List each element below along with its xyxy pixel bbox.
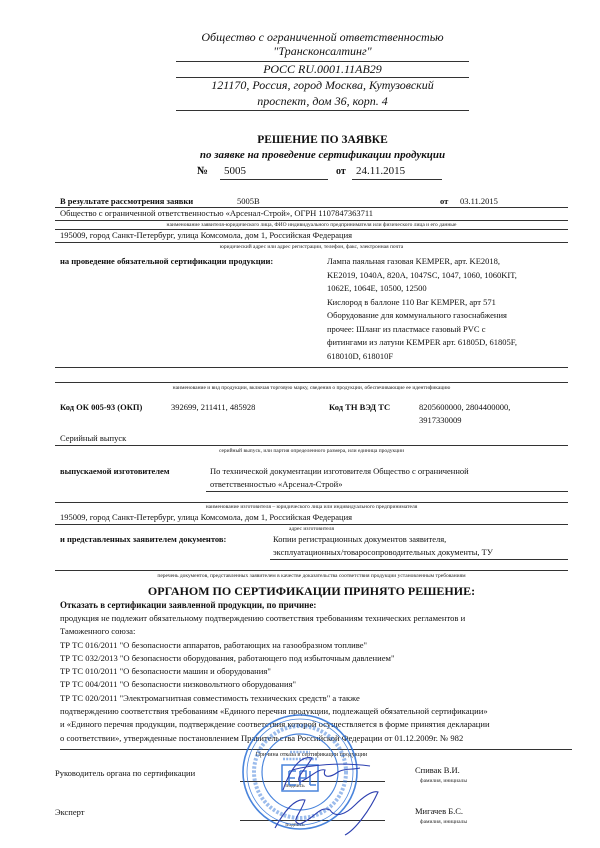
divider — [55, 382, 568, 383]
documents-label: и представленных заявителем документов: — [60, 534, 227, 544]
expert-name: Мигачев Б.С. — [415, 806, 464, 816]
issuer-accreditation: РОСС RU.0001.11АВ29 — [263, 62, 382, 76]
product-line: 1062E, 1064E, 10500, 12500 — [327, 283, 427, 293]
manufacturer-address: 195009, город Санкт-Петербург, улица Комсомола, дом 1, Российская Федерация — [60, 512, 353, 522]
issuer-name-line1: Общество с ограниченной ответственностью — [201, 30, 444, 44]
refusal-reason-line: ТР ТС 004/2011 "О безопасности низковольтного оборудования" — [60, 679, 297, 690]
documents-line2: эксплуатационных/товаросопроводительных документы, ТУ — [273, 547, 493, 557]
refusal-reason-line: ТР ТС 010/2011 "О безопасности машин и оборудования" — [60, 666, 271, 677]
product-caption: наименование и вид продукции, включая торговую марку, сведения о продукции, обеспечивающие ее идентификацию — [172, 385, 451, 391]
underline — [220, 179, 328, 180]
product-line: Лампа паяльная газовая KEMPER, арт. KE2018, — [327, 256, 501, 266]
underline — [352, 179, 442, 180]
application-number: 5005В — [237, 196, 260, 206]
expert-signature-caption: подпись — [285, 822, 305, 828]
head-name-caption: фамилия, инициалы — [420, 778, 468, 784]
applicant-address: 195009, город Санкт-Петербург, улица Комсомола, дом 1, Российская Федерация — [60, 230, 353, 240]
divider — [55, 242, 568, 243]
applicant-address-caption: юридический адрес или адрес регистрации, телефон, факс, электронная почта — [219, 244, 404, 250]
refusal-reason-line: Таможенного союза: — [60, 626, 136, 637]
refusal-reason-line: ТР ТС 016/2011 "О безопасности аппаратов, работающих на газообразном топливе" — [60, 639, 368, 650]
refusal-reason-line: ТР ТС 020/2011 "Электромагнитная совместимость технических средств" а также — [60, 692, 360, 703]
refusal-reasons — [60, 613, 572, 747]
head-label: Руководитель органа по сертификации — [55, 768, 196, 778]
number-label: № — [197, 165, 209, 177]
manufacturer-caption: наименование изготовителя – юридического лица или индивидуального предпринимателя — [205, 504, 418, 510]
product-line: фитингами из латуни KEMPER арт. 61805D, 61805F, — [327, 337, 517, 347]
divider — [176, 110, 469, 111]
head-name: Спивак В.И. — [415, 765, 460, 775]
expert-signature — [275, 792, 378, 835]
issuer-address2: проспект, дом 36, корп. 4 — [257, 94, 388, 108]
refusal-reason-line: о соответствии», утвержденные постановлением Правительства Российской Федерации от 01.12.2009г. № 982 — [60, 732, 464, 743]
divider — [55, 570, 568, 571]
divider — [206, 491, 568, 492]
okp-code-value: 392699, 211411, 485928 — [171, 402, 256, 412]
decision-number: 5005 — [224, 165, 246, 177]
documents-line1: Копии регистрационных документов заявителя, — [273, 534, 447, 544]
series-caption: серийный выпуск, или партия определенного размера, или единица продукции — [218, 448, 405, 454]
divider — [55, 367, 568, 368]
refusal-reason-line: и «Единого перечня продукции, подтверждение соответствия которой осуществляется в форме принятия декларации — [60, 719, 490, 730]
tnved-code-line2: 3917330009 — [419, 415, 462, 425]
issuer-name-line2: "Трансконсалтинг" — [273, 44, 372, 58]
manufacturer-address-caption: адрес изготовителя — [288, 526, 335, 532]
date-label: от — [336, 166, 346, 177]
tnved-code-line1: 8205600000, 2804400000, — [419, 402, 511, 412]
head-signature-caption: подпись — [285, 783, 305, 789]
refusal-reason-line: ТР ТС 032/2013 "О безопасности оборудования, работающего под избыточным давлением" — [60, 652, 395, 663]
divider — [60, 749, 572, 750]
refusal-statement: Отказать в сертификации заявленной продукции, по причине: — [60, 600, 317, 610]
divider — [55, 524, 568, 525]
document-subtitle: по заявке на проведение сертификации продукции — [199, 149, 446, 161]
product-line: KE2019, 1040A, 820A, 1047SC, 1047, 1060, 1060KIT, — [327, 269, 517, 280]
okp-code-label: Код ОК 005-93 (ОКП) — [60, 402, 143, 412]
expert-name-caption: фамилия, инициалы — [420, 819, 468, 825]
documents-caption: перечень документов, представленных заявителем в качестве доказательства соответствия продукции установленным требованиям — [157, 573, 466, 579]
product-line: прочее: Шланг из пластмасе газовый PVC с — [327, 323, 486, 334]
divider — [270, 559, 568, 560]
manufacturer-line2: ответственностью «Арсенал-Строй» — [210, 479, 343, 489]
issuer-address1: 121170, Россия, город Москва, Кутузовский — [211, 78, 434, 92]
refusal-reason-line: продукция не подлежит обязательному подтверждению соответствия требованиям технических регламентов и — [60, 613, 466, 623]
manufacturer-line1: По технической документации изготовителя Общество с ограниченной — [210, 466, 469, 476]
application-date-label: от — [440, 196, 449, 206]
series-value: Серийный выпуск — [60, 433, 127, 443]
document-title: РЕШЕНИЕ ПО ЗАЯВКЕ — [257, 134, 388, 146]
product-label: на проведение обязательной сертификации продукции: — [60, 256, 274, 266]
applicant-name: Общество с ограниченной ответственностью «Арсенал-Строй», ОГРН 1107847363711 — [60, 208, 374, 218]
tnved-code-label: Код ТН ВЭД ТС — [329, 402, 391, 412]
decision-heading: ОРГАНОМ ПО СЕРТИФИКАЦИИ ПРИНЯТО РЕШЕНИЕ: — [147, 584, 476, 598]
expert-label: Эксперт — [55, 807, 85, 817]
divider — [55, 445, 568, 446]
product-description — [327, 256, 567, 364]
divider — [55, 502, 568, 503]
product-line: Оборудование для коммунального газоснабжения — [327, 310, 507, 320]
signature-line — [240, 820, 385, 821]
product-line: Кислород в баллоне 110 Bar KEMPER, арт 571 — [327, 296, 496, 307]
application-label: В результате рассмотрения заявки — [60, 196, 194, 206]
applicant-caption: наименование заявителя-юридического лица, ФИО индивидуального предпринимателя или физического лица и его данные — [166, 222, 457, 228]
refusal-reason-line: подтверждению соответствия требованиям «Единого перечня продукции, подлежащей обязательной сертификации» — [60, 706, 488, 717]
divider — [55, 220, 568, 221]
product-line: 618010D, 618010F — [327, 350, 394, 361]
refusal-caption: Причина отказа в сертификации продукции — [255, 752, 368, 758]
manufacturer-label: выпускаемой изготовителем — [60, 466, 170, 476]
application-date: 03.11.2015 — [460, 196, 498, 206]
signature-line — [240, 781, 385, 782]
decision-date: 24.11.2015 — [356, 165, 406, 177]
